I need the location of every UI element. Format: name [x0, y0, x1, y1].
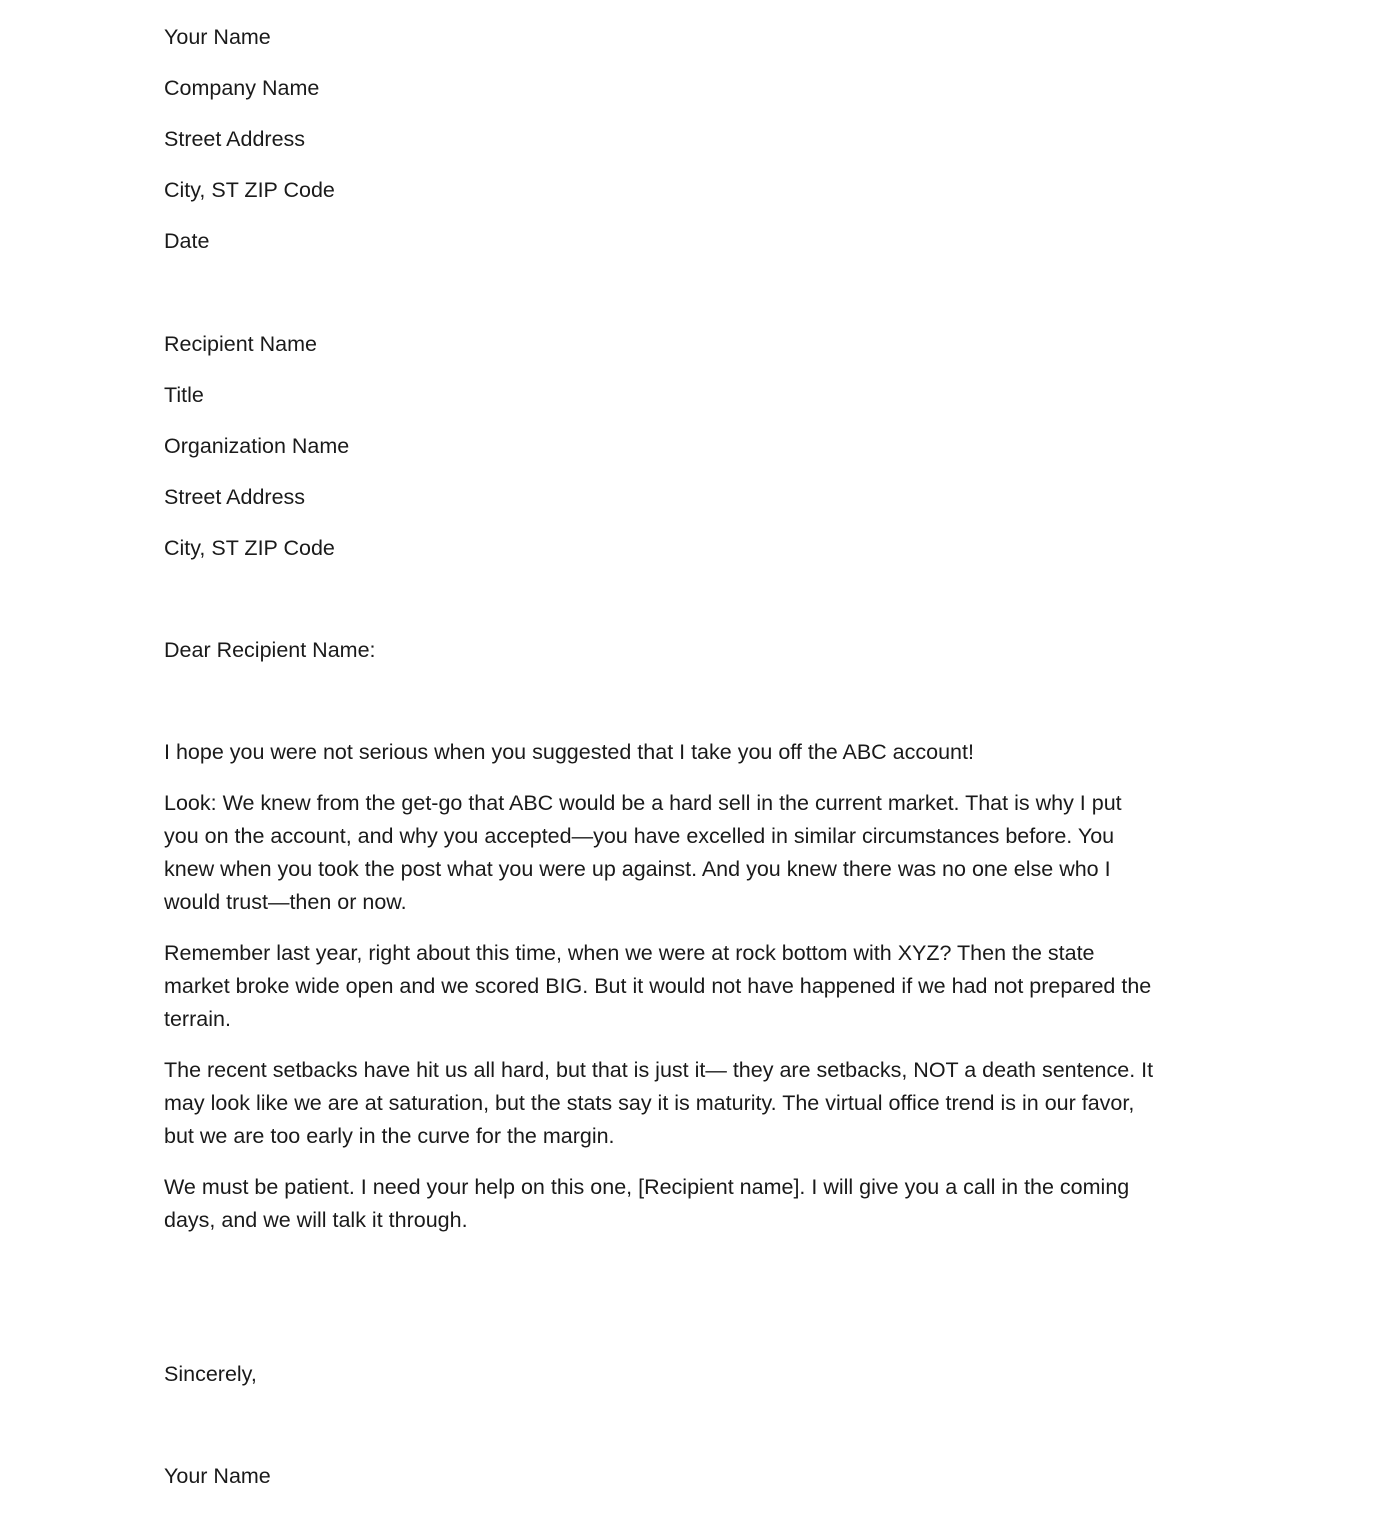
body-line: would trust—then or now. [164, 890, 407, 914]
body-line: you on the account, and why you accepted—you have excelled in similar circumstances before. You [164, 824, 1115, 848]
body-paragraph-3 [164, 937, 1230, 1036]
closing: Sincerely, [164, 1362, 257, 1386]
body-line: Look: We knew from the get-go that ABC would be a hard sell in the current market. That is why I put [164, 791, 1122, 815]
recipient-title: Title [164, 383, 204, 407]
body-line: days, and we will talk it through. [164, 1208, 468, 1232]
letter-date: Date [164, 229, 210, 253]
body-paragraph-5 [164, 1171, 1230, 1237]
recipient-organization: Organization Name [164, 434, 350, 458]
body-paragraph-4 [164, 1054, 1230, 1153]
body-line: Remember last year, right about this time, when we were at rock bottom with XYZ? Then the state [164, 941, 1095, 965]
body-line: may look like we are at saturation, but the stats say it is maturity. The virtual office trend is in our favor, [164, 1091, 1135, 1115]
body-line: knew when you took the post what you were up against. And you knew there was no one else who I [164, 857, 1111, 881]
body-line: The recent setbacks have hit us all hard, but that is just it— they are setbacks, NOT a death sentence. It [164, 1058, 1154, 1082]
recipient-name: Recipient Name [164, 332, 317, 356]
sender-name: Your Name [164, 25, 271, 49]
body-paragraph-1 [164, 736, 1230, 769]
body-line: terrain. [164, 1007, 231, 1031]
recipient-street: Street Address [164, 485, 306, 509]
body-line: but we are too early in the curve for the margin. [164, 1124, 615, 1148]
salutation: Dear Recipient Name: [164, 638, 376, 662]
body-line: I hope you were not serious when you suggested that I take you off the ABC account! [164, 740, 974, 764]
signature-name: Your Name [164, 1464, 271, 1488]
body-line: market broke wide open and we scored BIG. But it would not have happened if we had not prepared the [164, 974, 1152, 998]
body-line: We must be patient. I need your help on this one, [Recipient name]. I will give you a call in the coming [164, 1175, 1130, 1199]
sender-street: Street Address [164, 127, 306, 151]
sender-city: City, ST ZIP Code [164, 178, 335, 202]
sender-company: Company Name [164, 76, 320, 100]
body-paragraph-2 [164, 787, 1230, 919]
recipient-city: City, ST ZIP Code [164, 536, 335, 560]
